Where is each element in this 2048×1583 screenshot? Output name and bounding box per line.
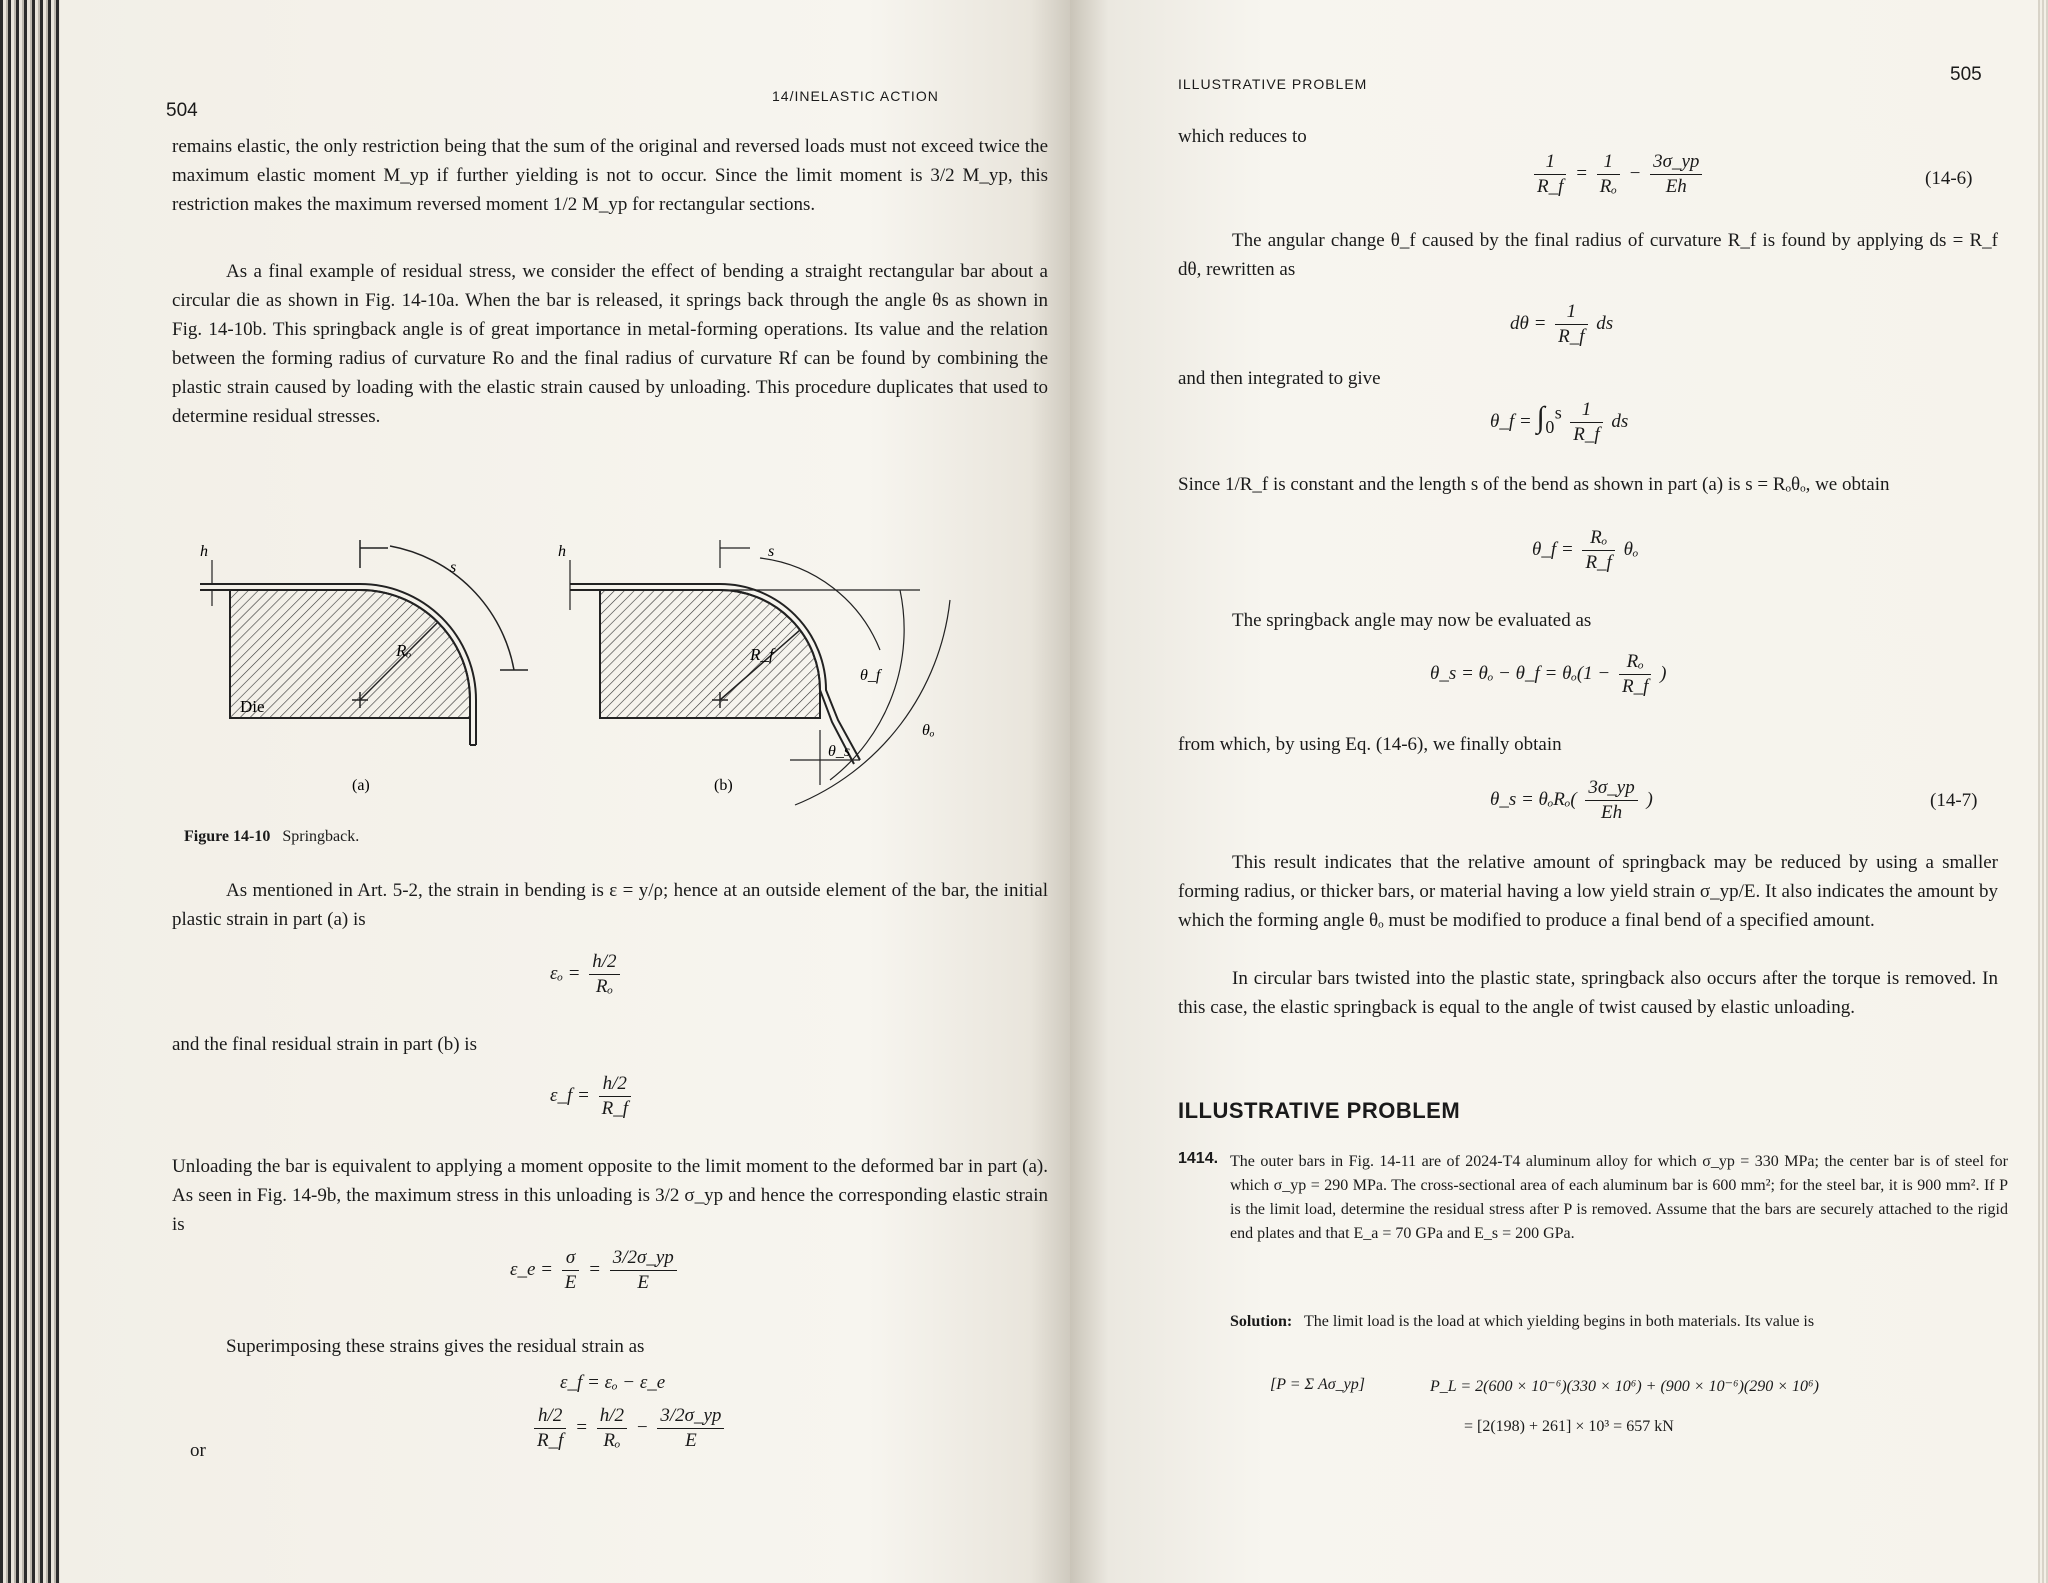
eq-num: 3σ_yp [1650, 150, 1702, 175]
section-heading: ILLUSTRATIVE PROBLEM [1178, 1098, 1461, 1123]
springback-figure [160, 520, 960, 810]
caption-text: Springback. [282, 828, 360, 845]
paragraph: and then integrated to give [1178, 368, 1381, 389]
eq-rhs: ) [1660, 662, 1667, 684]
paragraph: The angular change θ_f caused by the final radius of curvature R_f is found by applying ds = R_f dθ, rewritten as [1178, 230, 1998, 280]
eq-num: h/2 [599, 1072, 631, 1097]
eq-den: E [685, 1430, 697, 1451]
equation-integral [1490, 398, 1628, 447]
eq-den: R_f [1537, 176, 1564, 197]
integral-sign: ∫₀ˢ [1536, 400, 1562, 434]
solution-text: The limit load is the load at which yielding begins in both materials. Its value is [1303, 1313, 1815, 1330]
page-edges [0, 0, 60, 1583]
eq-den: R_f [1573, 424, 1600, 445]
eq-den: Eh [1665, 176, 1687, 197]
eq-num: h/2 [597, 1404, 627, 1429]
label-theta-s: θ_s [828, 743, 851, 760]
eq-num: 3σ_yp [1585, 776, 1637, 801]
paragraph: In circular bars twisted into the plastic state, springback also occurs after the torque is removed. In this case, the elastic springback is equal to the angle of twist caused by elastic unloading. [1178, 968, 1998, 1018]
equation-theta-f [1532, 526, 1638, 575]
eq-den: E [564, 1272, 577, 1293]
paragraph: from which, by using Eq. (14-6), we finally obtain [1178, 734, 1562, 755]
equation-number: (14-7) [1930, 790, 1978, 811]
eq-num: σ [562, 1246, 580, 1271]
paragraph: Superimposing these strains gives the residual strain as [226, 1336, 645, 1357]
eq-rhs: ds [1596, 312, 1614, 334]
eq-lhs: θ_s = θₒ − θ_f = θₒ(1 − [1430, 662, 1611, 684]
paragraph: As a final example of residual stress, we consider the effect of bending a straight rectangular bar about a circular die as shown in Fig. 14-10a. When the bar is released, it springs back through the angle θs as shown in Fig. 14-10b. This springback angle is of great importance in metal-forming operations. Its value and the relation between the forming radius of curvature Ro and the final radius of curvature Rf can be found by combining the plastic strain caused by loading with the elastic strain caused by unloading. This procedure duplicates that used to determine residual stresses. [172, 261, 1048, 427]
label-h: h [558, 543, 566, 560]
or-label: or [190, 1440, 206, 1461]
page-edges-right [2038, 0, 2048, 1583]
equation-superposition: ε_f = εₒ − ε_e [560, 1372, 666, 1393]
eq-den: Eh [1601, 802, 1623, 823]
label-theta-f: θ_f [860, 667, 881, 684]
figure-part-b [558, 540, 950, 805]
figure-part-a [200, 540, 528, 794]
eq-den: R_f [1621, 676, 1649, 697]
right-page [1070, 0, 2038, 1583]
page-number: 504 [166, 100, 198, 121]
label-s: s [450, 559, 457, 576]
label-ro: Rₒ [396, 641, 412, 660]
equation-elastic-strain: ε_e = $\frac{\sigma}{E}$ = $\frac{3/2\sigma\_yp}{E}$ [510, 1246, 681, 1295]
eq-num: 3/2σ_yp [657, 1404, 724, 1429]
eq-rhs: θₒ [1623, 538, 1639, 560]
label-theta-o: θₒ [922, 722, 935, 739]
eq-den: Rₒ [1599, 176, 1617, 197]
paragraph: which reduces to [1178, 126, 1307, 147]
eq-num: 1 [1555, 300, 1587, 325]
eq-num: 1 [1534, 150, 1566, 175]
eq-lhs: dθ = [1510, 312, 1547, 334]
label-die: Die [240, 697, 265, 716]
paragraph: and the final residual strain in part (b) is [172, 1034, 477, 1055]
caption-label: Figure 14-10 [184, 828, 271, 845]
eq-den: R_f [1558, 326, 1585, 347]
eq-num: 1 [1597, 150, 1620, 175]
eq-den: E [637, 1272, 650, 1293]
eq-num: 1 [1570, 398, 1602, 423]
eq-lhs: εₒ = [550, 962, 581, 984]
eq-den: R_f [601, 1098, 628, 1119]
equation-springback-angle [1430, 650, 1666, 699]
page-number: 505 [1950, 64, 1982, 85]
label-s: s [768, 543, 775, 560]
paragraph: This result indicates that the relative amount of springback may be reduced by using a smaller forming radius, or thicker bars, or material having a low yield strain σ_yp/E. It also indicates the amount by which the forming angle θₒ must be modified to produce a final bend of a specified amount. [1178, 852, 1998, 931]
eq-num: 3/2σ_yp [610, 1246, 677, 1271]
eq-lhs: θ_s = θₒRₒ( [1490, 788, 1577, 810]
eq-den: R_f [1585, 552, 1612, 573]
problem-block [1178, 1150, 2008, 1246]
subfigure-label-a: (a) [352, 777, 370, 794]
figure-caption [184, 828, 359, 846]
solution-line-1: P_L = 2(600 × 10⁻⁶)(330 × 10⁶) + (900 × 10⁻⁶)(290 × 10⁶) [1430, 1378, 1819, 1395]
equation-dtheta [1510, 300, 1613, 349]
solution-bracket: [P = Σ Aσ_yp] [1270, 1376, 1366, 1393]
eq-den: Rₒ [603, 1430, 621, 1451]
paragraph: The springback angle may now be evaluated as [1232, 610, 1592, 631]
eq-lhs: θ_f = [1532, 538, 1574, 560]
equation-initial-strain [550, 950, 624, 999]
problem-text: The outer bars in Fig. 14-11 are of 2024-T4 aluminum alloy for which σ_yp = 330 MPa; the center bar is of steel for which σ_yp = 290 MPa. The cross-sectional area of each aluminum bar is 600 mm²; for the steel bar, it is 900 mm². If P is the limit load, determine the residual stress after P is removed. Assume that the bars are securely attached to the rigid end plates and that E_a = 70 GPa and E_s = 200 GPa. [1230, 1153, 2008, 1242]
eq-rhs: ds [1611, 410, 1629, 432]
running-head: 14/INELASTIC ACTION [772, 88, 939, 104]
solution-block [1230, 1310, 2008, 1334]
problem-number: 1414. [1178, 1150, 1219, 1167]
equation-14-6: $\frac{1}{R\_f}$ = $\frac{1}{\text{Rₒ}}$ − $\frac{3\sigma\_yp}{Eh}$ [1530, 150, 1706, 199]
eq-den: R_f [537, 1430, 564, 1451]
eq-num: Rₒ [1582, 526, 1614, 551]
eq-lhs: θ_f = [1490, 410, 1532, 432]
paragraph: As mentioned in Art. 5-2, the strain in bending is ε = y/ρ; hence at an outside element of the bar, the initial plastic strain in part (a) is [172, 880, 1048, 930]
label-rf: R_f [750, 645, 774, 664]
paragraph: Since 1/R_f is constant and the length s of the bend as shown in part (a) is s = Rₒθₒ, we obtain [1178, 474, 1890, 495]
solution-label: Solution: [1230, 1313, 1293, 1330]
solution-line-2: = [2(198) + 261] × 10³ = 657 kN [1464, 1418, 1674, 1435]
equation-number: (14-6) [1925, 168, 1973, 189]
left-page [60, 0, 1070, 1583]
equation-14-7 [1490, 776, 1653, 825]
equation-residual-combined: $\frac{h/2}{R\_f}$ = $\frac{h/2}{\text{Rₒ}}$ − $\frac{3/2\sigma\_yp}{E}$ [530, 1404, 728, 1453]
equation-residual-strain [550, 1072, 635, 1121]
eq-num: h/2 [534, 1404, 566, 1429]
paragraph: remains elastic, the only restriction being that the sum of the original and reversed loads must not exceed twice the maximum elastic moment M_yp if further yielding is not to occur. Since the limit moment is 3/2 M_yp, this restriction makes the maximum reversed moment 1/2 M_yp for rectangular sections. [172, 136, 1048, 215]
subfigure-label-b: (b) [714, 777, 733, 794]
eq-num: Rₒ [1619, 650, 1651, 675]
eq-lhs: ε_f = [550, 1084, 590, 1106]
paragraph: Unloading the bar is equivalent to applying a moment opposite to the limit moment to the deformed bar in part (a). As seen in Fig. 14-9b, the maximum stress in this unloading is 3/2 σ_yp and hence the corresponding elastic strain is [172, 1156, 1048, 1235]
eq-num: h/2 [589, 950, 619, 975]
eq-den: Rₒ [595, 976, 613, 997]
label-h: h [200, 543, 208, 560]
eq-rhs: ) [1646, 788, 1653, 810]
eq-lhs: ε_e = [510, 1258, 553, 1280]
running-head: ILLUSTRATIVE PROBLEM [1178, 76, 1368, 92]
